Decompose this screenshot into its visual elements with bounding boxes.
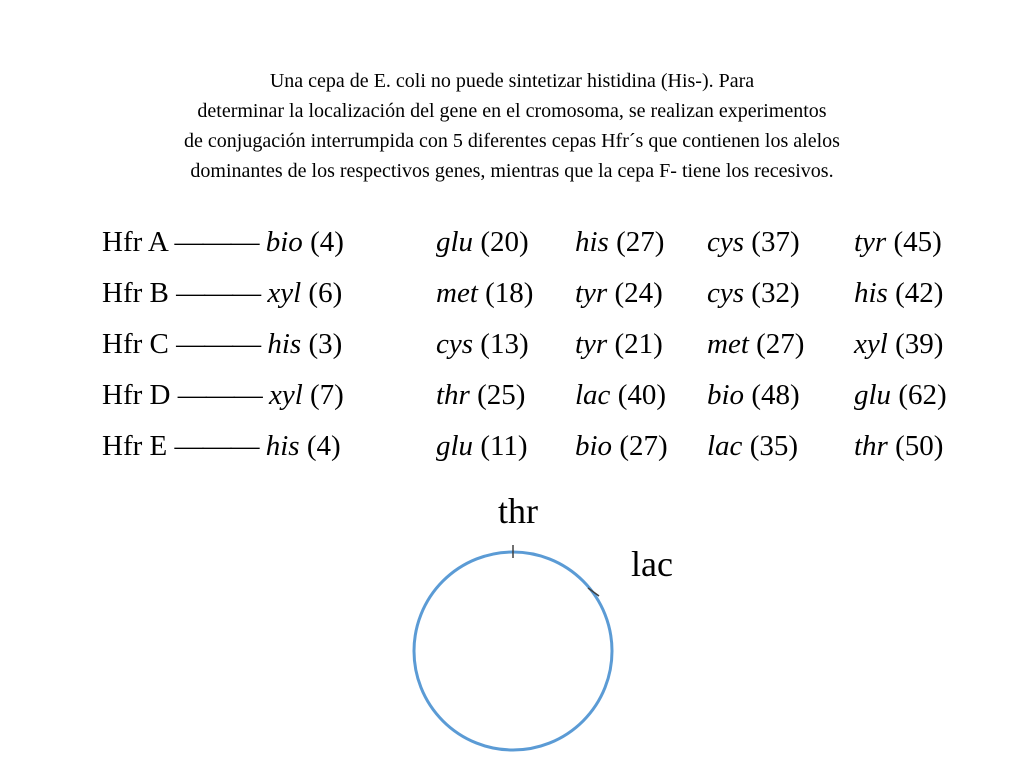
gene-time: (24) [614,277,663,309]
gene-entry [269,379,344,411]
gene-entry [707,328,804,361]
gene-name: thr [436,379,470,411]
gene-entry [575,226,664,259]
gene-name: met [436,277,478,309]
gene-time: (20) [480,226,529,258]
gene-name: thr [854,430,888,462]
gene-entry [854,328,943,361]
gene-time: (45) [893,226,942,258]
chromosome-circle-map [400,540,630,768]
gene-time: (27) [756,328,805,360]
gene-name: xyl [267,277,302,309]
intro-line-2: determinar la localización del gene en el cromosoma, se realizan experimentos [197,100,827,122]
hfr-strain-label [102,277,342,310]
gene-name: his [265,430,300,462]
gene-name: xyl [268,379,303,411]
hfr-origin-dash: ——— [174,430,259,462]
gene-time: (6) [308,277,343,309]
intro-line-4: dominantes de los respectivos genes, mientras que la cepa F- tiene los recesivos. [190,160,834,182]
gene-time: (25) [477,379,526,411]
gene-name: tyr [854,226,887,258]
gene-name: his [854,277,888,309]
gene-entry [575,430,668,463]
gene-name: tyr [575,277,608,309]
gene-entry [854,277,943,310]
intro-text [0,66,1024,186]
gene-name: bio [707,379,745,411]
gene-name: cys [707,277,745,309]
hfr-strain-label [102,226,344,259]
gene-entry [436,226,529,259]
gene-time: (27) [619,430,668,462]
gene-entry [436,277,533,310]
gene-entry [854,379,947,412]
gene-time: (50) [895,430,944,462]
gene-entry [267,277,342,309]
hfr-origin-dash: ——— [176,277,261,309]
gene-entry [854,226,942,259]
chromosome-circle [414,552,612,750]
map-label-lac: lac [631,544,673,584]
gene-name: glu [436,430,474,462]
hfr-strain-name: Hfr B [102,277,169,309]
gene-entry [707,226,800,259]
gene-entry [707,430,798,463]
gene-name: lac [707,430,743,462]
hfr-strain-name: Hfr A [102,226,168,258]
gene-entry [575,277,663,310]
gene-time: (7) [310,379,344,411]
gene-name: lac [575,379,611,411]
gene-time: (37) [751,226,800,258]
gene-entry [436,328,529,361]
gene-time: (13) [480,328,529,360]
gene-time: (27) [616,226,665,258]
gene-name: glu [854,379,892,411]
gene-name: bio [265,226,303,258]
gene-time: (4) [306,430,341,462]
hfr-origin-dash: ——— [174,226,259,258]
gene-name: his [267,328,302,360]
gene-entry [575,328,663,361]
gene-time: (4) [310,226,344,258]
gene-entry [707,379,800,412]
gene-time: (3) [308,328,343,360]
hfr-strain-name: Hfr E [102,430,168,462]
hfr-origin-dash: ——— [177,379,262,411]
gene-time: (32) [751,277,800,309]
gene-name: bio [575,430,613,462]
hfr-strain-label [102,328,342,361]
gene-entry [707,277,800,310]
hfr-strain-label [102,430,341,463]
gene-entry [436,430,528,463]
gene-time: (39) [895,328,944,360]
gene-name: met [707,328,749,360]
hfr-strain-name: Hfr D [102,379,171,411]
gene-time: (48) [751,379,800,411]
intro-line-1: Una cepa de E. coli no puede sintetizar histidina (His-). Para [269,70,755,92]
map-label-thr: thr [498,491,538,531]
gene-name: his [575,226,609,258]
gene-entry [854,430,943,463]
gene-entry [436,379,525,412]
gene-name: tyr [575,328,608,360]
gene-time: (40) [617,379,667,411]
gene-name: glu [436,226,474,258]
gene-entry [267,328,342,360]
gene-entry [266,430,341,462]
gene-time: (42) [895,277,944,309]
gene-time: (62) [898,379,947,411]
gene-time: (21) [614,328,663,360]
hfr-strain-label [102,379,344,412]
gene-time: (35) [749,430,799,462]
gene-name: xyl [854,328,888,360]
hfr-strain-name: Hfr C [102,328,169,360]
gene-entry [266,226,344,258]
gene-name: cys [707,226,745,258]
gene-name: cys [436,328,474,360]
gene-entry [575,379,666,412]
hfr-origin-dash: ——— [176,328,261,360]
gene-time: (18) [485,277,534,309]
gene-time: (11) [480,430,528,462]
intro-line-3: de conjugación interrumpida con 5 diferentes cepas Hfr´s que contienen los alelos [184,130,840,152]
